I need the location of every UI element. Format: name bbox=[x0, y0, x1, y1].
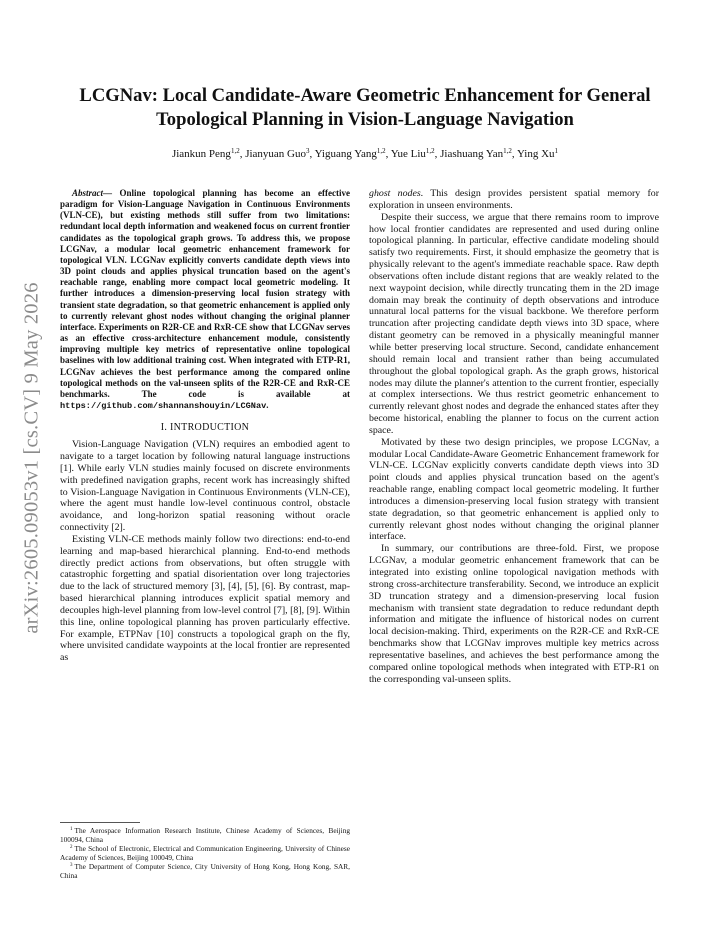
right-column bbox=[369, 188, 659, 685]
paragraph: In summary, our contributions are three-fold. First, we propose LCGNav, a modular geometric enhancement framework that can be integrated into existing online topological navigation methods with strong cross-architecture transferability. Second, we introduce an explicit 3D truncation strategy and a dimension-preserving local fusion mechanism with transient state degradation to reduce redundant depth information and mitigate the influence of historical nodes on current local decision-making. Third, experiments on the R2R-CE and RxR-CE benchmarks show that LCGNav improves multiple key metrics across representative baselines, and achieves the best performance among the compared online topological methods when integrated with ETP-R1 on the corresponding val-unseen splits. bbox=[369, 543, 659, 685]
footnote: $^3$ The Department of Computer Science, City University of Hong Kong, Hong Kong, SAR, China bbox=[60, 862, 350, 880]
author: Ying Xu$^1$ bbox=[516, 147, 559, 160]
abstract: Abstract— Online topological planning has become an effective paradigm for Vision-Language Navigation in Continuous Environments (VLN-CE), but existing methods still suffer from two limitations: redundant local depth information and weakened focus on current frontier candidates as the topological graph grows. To address this, we propose LCGNav, a modular local geometric enhancement framework for topological VLN. LCGNav explicitly converts candidate depth views into 3D point clouds and applies physical truncation based on the agent's reachable range, enabling more compact local geometric modeling. It further introduces a dimension-preserving local fusion strategy with transient state degradation, so that geometric enhancement is applied only to currently relevant ghost nodes without changing the original planner interface. Experiments on R2R-CE and RxR-CE show that LCGNav serves as an effective cross-architecture enhancement module, consistently improving multiple key metrics of representative online topological baselines with low additional training cost. When integrated with ETP-R1, LCGNav achieves the best performance among the compared online topological methods on the val-unseen splits of the R2R-CE and RxR-CE benchmarks. The code is available at https://github.com/shannanshouyin/LCGNav. bbox=[60, 188, 350, 411]
footnote-divider bbox=[60, 822, 140, 823]
term-ghost-nodes: ghost nodes bbox=[369, 188, 421, 199]
paragraph: Despite their success, we argue that there remains room to improve how local frontier candidates are represented and used during online topological planning. In particular, effective candidate modeling should satisfy two requirements. First, it should emphasize the geometry that is physically relevant to the agent's immediate reachable space. Raw depth observations often include distant regions that are weakly related to the next waypoint decision, while directly truncating them in the 2D image domain may break the continuity of depth observations and introduce unnatural local patterns for the visual backbone. We therefore perform truncation after projecting candidate depth views into 3D space, where distant geometry can be removed in a physically meaningful manner while better preserving local structure. Second, candidate enhancement should remain local and transient rather than being accumulated throughout the global topological graph. As the graph grows, historical nodes may dilute the planner's attention to the current frontier, especially at complex intersections. We thus restrict geometric enhancement to currently relevant ghost nodes and degrade the enhanced states after they become historical, enabling the planner to focus on the current action space. bbox=[369, 211, 659, 436]
author-list: Jiankun Peng$^{1,2}$, Jianyuan Guo$^3$, Yiguang Yang$^{1,2}$, Yue Liu$^{1,2}$, Jiashuang Yan$^{1,2}$, Ying Xu$^1$ bbox=[171, 147, 559, 160]
page-title: LCGNav: Local Candidate-Aware Geometric Enhancement for General Topological Planning in Vision-Language Navigation bbox=[79, 85, 651, 130]
footnotes bbox=[60, 826, 350, 880]
author: Jiashuang Yan$^{1,2}$ bbox=[440, 147, 512, 160]
arxiv-id: arXiv:2605.09053v1 [cs.CV] 9 May 2026 bbox=[20, 282, 43, 634]
footnote: $^1$ The Aerospace Information Research Institute, Chinese Academy of Sciences, Beijing 100094, China bbox=[60, 826, 350, 844]
footnote: $^2$ The School of Electronic, Electrical and Communication Engineering, University of Chinese Academy of Sciences, Beijing 100049, China bbox=[60, 844, 350, 862]
paragraph: ghost nodes. This design provides persistent spatial memory for exploration in unseen environments. bbox=[369, 188, 659, 211]
author: Jianyuan Guo$^3$ bbox=[245, 147, 310, 160]
author: Yue Liu$^{1,2}$ bbox=[390, 147, 435, 160]
author: Jiankun Peng$^{1,2}$ bbox=[171, 147, 240, 160]
left-column bbox=[60, 188, 350, 664]
paragraph: Motivated by these two design principles, we propose LCGNav, a modular Local Candidate-Aware Geometric Enhancement framework for VLN-CE. LCGNav explicitly converts candidate depth views into 3D point clouds and applies physical truncation based on the agent's reachable range, enabling compact local geometric modeling. It further introduces a dimension-preserving local fusion strategy with transient state degradation, so that geometric enhancement is applied only to currently relevant ghost nodes without changing the original planner interface. bbox=[369, 436, 659, 543]
paragraph: Existing VLN-CE methods mainly follow two directions: end-to-end learning and map-based hierarchical planning. End-to-end methods directly predict actions from observations, but often struggle with catastrophic forgetting and spatial disorientation over long trajectories due to the lack of structured memory [3], [4], [5], [6]. By contrast, map-based hierarchical planning introduces explicit spatial memory and decouples high-level planning from low-level control [7], [8], [9]. Within this line, online topological planning has proven particularly effective. For example, ETPNav [10] constructs a topological graph on the fly, where unvisited candidate waypoints at the local frontier are represented as bbox=[60, 533, 350, 664]
abstract-label: Abstract bbox=[72, 188, 104, 198]
code-link[interactable]: https://github.com/shannanshouyin/LCGNav bbox=[60, 400, 267, 411]
paragraph: Vision-Language Navigation (VLN) requires an embodied agent to navigate to a target location by following natural language instructions [1]. While early VLN studies mainly focused on discrete environments with predefined navigation graphs, recent work has increasingly shifted to Vision-Language Navigation in Continuous Environments (VLN-CE), where the agent must handle low-level continuous control, obstacle avoidance, and long-horizon spatial reasoning without oracle connectivity [2]. bbox=[60, 439, 350, 534]
author: Yiguang Yang$^{1,2}$ bbox=[314, 147, 386, 160]
arxiv-stamp bbox=[14, 238, 50, 678]
section-heading: I. INTRODUCTION bbox=[160, 422, 250, 434]
